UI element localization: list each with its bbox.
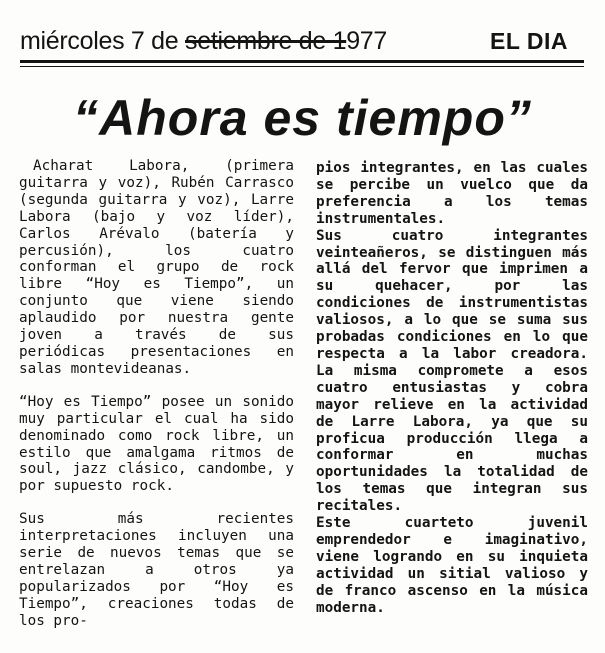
paragraph-6: Este cuarteto juvenil emprendedor e imaginativo, viene logrando en su inquieta actividad un sitial valioso y de franco ascenso en la música moderna. — [316, 515, 588, 616]
page-header — [20, 26, 590, 56]
paragraph-2: “Hoy es Tiempo” posee un sonido muy particular el cual ha sido denominado como rock libre, un estilo que amalgama ritmos de soul, jazz clásico, candombe, y por supuesto rock. — [19, 393, 294, 495]
left-column — [19, 158, 294, 630]
article-title: “Ahora es tiempo” — [73, 90, 532, 146]
paragraph-3: Sus más recientes interpretaciones incluyen una serie de nuevos temas que se entrelazan a otros ya popularizados por “Hoy es Tiempo”, creaciones todas de los pro- — [19, 511, 294, 629]
dateline — [20, 26, 387, 56]
paragraph-5: Sus cuatro integrantes veinteañeros, se distinguen más allá del fervor que imprimen a su quehacer, por las condiciones de instrumentistas valiosos, a lo que se suma sus probadas condiciones en lo que respecta a la labor creadora. La misma compromete a esos cuatro entusiastas y cobra mayor relieve en la actividad de Larre Labora, ya que su proficua producción llega a conformar en muchas oportunidades la totalidad de los temas que integran sus recitales. — [316, 227, 588, 515]
paragraph-4: pios integrantes, en las cuales se percibe un vuelco que da preferencia a los temas instrumentales. — [316, 160, 588, 227]
date-prefix: miércoles 7 de — [20, 27, 186, 55]
date-suffix: 977 — [346, 27, 388, 55]
newspaper-name: EL DIA — [490, 28, 568, 54]
header-rule-thick — [20, 60, 584, 63]
date-struck: setiembre de 1 — [185, 27, 347, 55]
paragraph-1: Acharat Labora, (primera guitarra y voz), Rubén Carrasco (segunda guitarra y voz), Larre Labora (bajo y voz líder), Carlos Arévalo (batería y percusión), los cuatro conforman el grupo de rock libre “Hoy es Tiempo”, un conjunto que viene siendo aplaudido por nuestra gente joven a través de sus periódicas presentaciones en salas montevideanas. — [19, 158, 294, 377]
right-column — [316, 160, 588, 616]
header-rule-thin — [20, 66, 584, 67]
